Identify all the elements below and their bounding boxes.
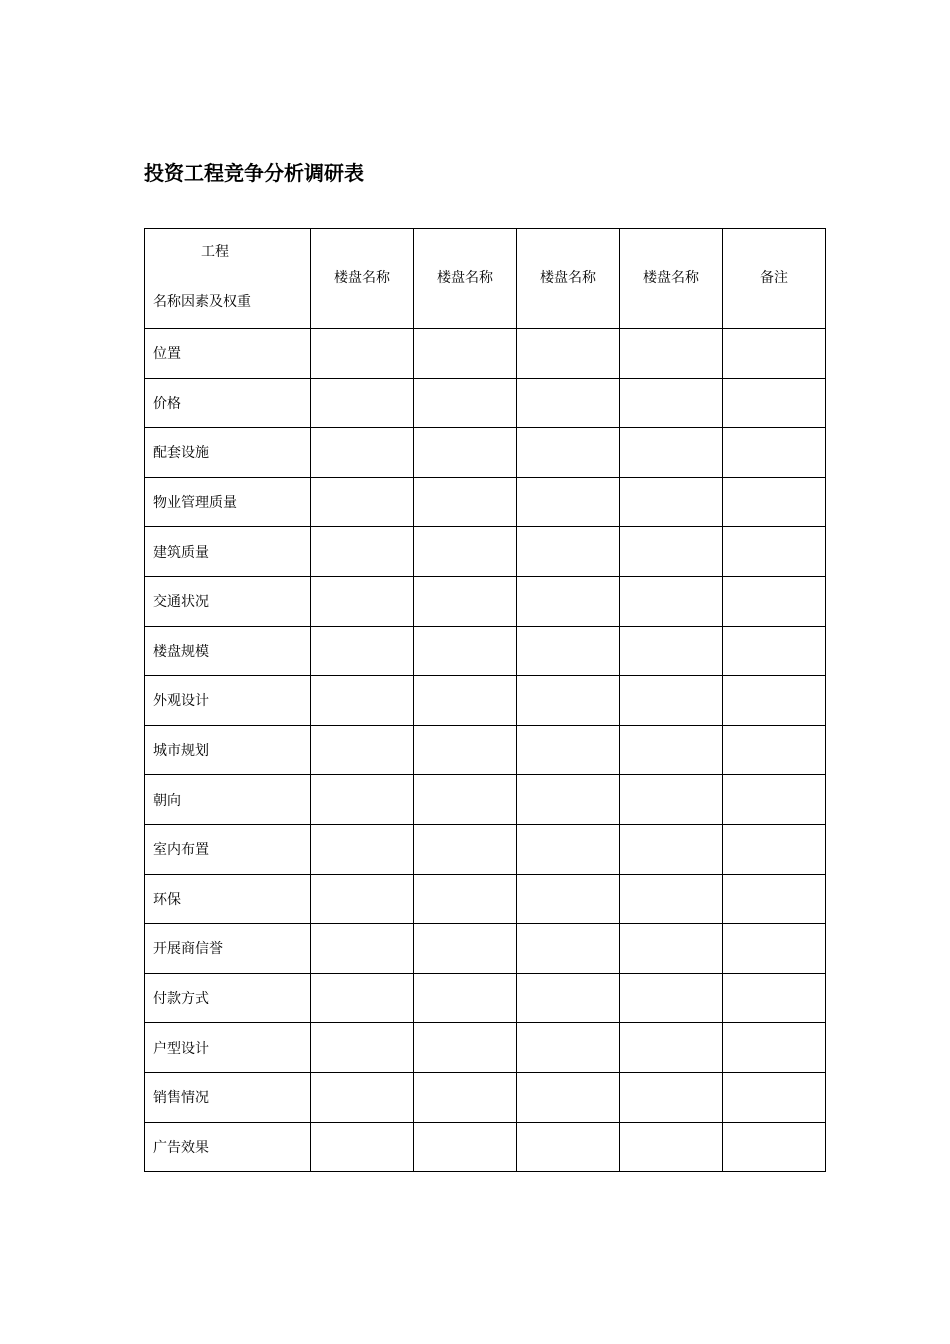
empty-entry-cell bbox=[414, 1023, 517, 1073]
empty-entry-cell bbox=[414, 676, 517, 726]
empty-entry-cell bbox=[620, 329, 723, 379]
empty-entry-cell bbox=[517, 924, 620, 974]
empty-entry-cell bbox=[517, 1122, 620, 1172]
empty-entry-cell bbox=[414, 725, 517, 775]
table-row bbox=[145, 576, 826, 626]
empty-entry-cell bbox=[723, 874, 826, 924]
empty-entry-cell bbox=[311, 874, 414, 924]
empty-entry-cell bbox=[620, 824, 723, 874]
document-title: 投资工程竞争分析调研表 bbox=[144, 161, 364, 185]
empty-entry-cell bbox=[414, 428, 517, 478]
empty-entry-cell bbox=[414, 924, 517, 974]
empty-entry-cell bbox=[311, 676, 414, 726]
empty-entry-cell bbox=[517, 874, 620, 924]
empty-entry-cell bbox=[620, 626, 723, 676]
empty-entry-cell bbox=[311, 973, 414, 1023]
empty-entry-cell bbox=[723, 973, 826, 1023]
table-row bbox=[145, 924, 826, 974]
factor-label: 配套设施 bbox=[145, 428, 311, 478]
factor-label: 室内布置 bbox=[145, 824, 311, 874]
empty-entry-cell bbox=[723, 1072, 826, 1122]
table-row bbox=[145, 824, 826, 874]
empty-entry-cell bbox=[620, 527, 723, 577]
empty-entry-cell bbox=[517, 527, 620, 577]
column-header-property-1: 楼盘名称 bbox=[311, 229, 414, 329]
empty-entry-cell bbox=[620, 1072, 723, 1122]
column-header-remarks: 备注 bbox=[723, 229, 826, 329]
empty-entry-cell bbox=[517, 1072, 620, 1122]
empty-entry-cell bbox=[414, 527, 517, 577]
empty-entry-cell bbox=[723, 527, 826, 577]
empty-entry-cell bbox=[517, 477, 620, 527]
empty-entry-cell bbox=[414, 775, 517, 825]
empty-entry-cell bbox=[517, 329, 620, 379]
empty-entry-cell bbox=[620, 378, 723, 428]
empty-entry-cell bbox=[311, 1072, 414, 1122]
table-row bbox=[145, 676, 826, 726]
column-header-property-2: 楼盘名称 bbox=[414, 229, 517, 329]
table-row bbox=[145, 329, 826, 379]
empty-entry-cell bbox=[311, 824, 414, 874]
empty-entry-cell bbox=[414, 576, 517, 626]
empty-entry-cell bbox=[517, 428, 620, 478]
table-row bbox=[145, 626, 826, 676]
table-row bbox=[145, 1122, 826, 1172]
factor-label: 付款方式 bbox=[145, 973, 311, 1023]
column-header-property-3: 楼盘名称 bbox=[517, 229, 620, 329]
table-header-row bbox=[145, 229, 826, 329]
table-row bbox=[145, 874, 826, 924]
empty-entry-cell bbox=[723, 924, 826, 974]
factor-label: 城市规划 bbox=[145, 725, 311, 775]
empty-entry-cell bbox=[517, 576, 620, 626]
empty-entry-cell bbox=[723, 329, 826, 379]
factor-label: 朝向 bbox=[145, 775, 311, 825]
empty-entry-cell bbox=[414, 973, 517, 1023]
empty-entry-cell bbox=[414, 1072, 517, 1122]
empty-entry-cell bbox=[723, 1023, 826, 1073]
corner-label-factors: 名称因素及权重 bbox=[153, 294, 251, 310]
factor-label: 开展商信誉 bbox=[145, 924, 311, 974]
empty-entry-cell bbox=[723, 378, 826, 428]
empty-entry-cell bbox=[723, 477, 826, 527]
table-row bbox=[145, 428, 826, 478]
table-row bbox=[145, 477, 826, 527]
table-row bbox=[145, 1023, 826, 1073]
empty-entry-cell bbox=[311, 775, 414, 825]
empty-entry-cell bbox=[311, 576, 414, 626]
factor-label: 广告效果 bbox=[145, 1122, 311, 1172]
factor-label: 位置 bbox=[145, 329, 311, 379]
empty-entry-cell bbox=[723, 676, 826, 726]
empty-entry-cell bbox=[517, 1023, 620, 1073]
factor-label: 价格 bbox=[145, 378, 311, 428]
table-row bbox=[145, 775, 826, 825]
empty-entry-cell bbox=[723, 576, 826, 626]
column-header-property-4: 楼盘名称 bbox=[620, 229, 723, 329]
empty-entry-cell bbox=[620, 428, 723, 478]
empty-entry-cell bbox=[517, 824, 620, 874]
empty-entry-cell bbox=[311, 428, 414, 478]
empty-entry-cell bbox=[311, 1023, 414, 1073]
empty-entry-cell bbox=[620, 1023, 723, 1073]
empty-entry-cell bbox=[517, 725, 620, 775]
empty-entry-cell bbox=[311, 626, 414, 676]
empty-entry-cell bbox=[414, 824, 517, 874]
table-row bbox=[145, 973, 826, 1023]
empty-entry-cell bbox=[517, 973, 620, 1023]
empty-entry-cell bbox=[517, 626, 620, 676]
empty-entry-cell bbox=[620, 1122, 723, 1172]
table-row bbox=[145, 527, 826, 577]
empty-entry-cell bbox=[620, 676, 723, 726]
factor-label: 楼盘规模 bbox=[145, 626, 311, 676]
empty-entry-cell bbox=[311, 924, 414, 974]
table-row bbox=[145, 1072, 826, 1122]
factor-label: 外观设计 bbox=[145, 676, 311, 726]
empty-entry-cell bbox=[311, 1122, 414, 1172]
corner-header-cell bbox=[145, 229, 311, 329]
empty-entry-cell bbox=[620, 576, 723, 626]
empty-entry-cell bbox=[620, 775, 723, 825]
factor-label: 销售情况 bbox=[145, 1072, 311, 1122]
table-body bbox=[145, 329, 826, 1172]
empty-entry-cell bbox=[414, 1122, 517, 1172]
empty-entry-cell bbox=[723, 725, 826, 775]
empty-entry-cell bbox=[723, 824, 826, 874]
table-row bbox=[145, 378, 826, 428]
empty-entry-cell bbox=[723, 1122, 826, 1172]
empty-entry-cell bbox=[517, 676, 620, 726]
factor-label: 建筑质量 bbox=[145, 527, 311, 577]
empty-entry-cell bbox=[723, 626, 826, 676]
competition-analysis-table bbox=[144, 228, 826, 1172]
empty-entry-cell bbox=[517, 378, 620, 428]
empty-entry-cell bbox=[311, 527, 414, 577]
factor-label: 环保 bbox=[145, 874, 311, 924]
empty-entry-cell bbox=[620, 874, 723, 924]
empty-entry-cell bbox=[517, 775, 620, 825]
table-row bbox=[145, 725, 826, 775]
empty-entry-cell bbox=[311, 477, 414, 527]
empty-entry-cell bbox=[723, 775, 826, 825]
factor-label: 交通状况 bbox=[145, 576, 311, 626]
empty-entry-cell bbox=[414, 477, 517, 527]
empty-entry-cell bbox=[620, 477, 723, 527]
empty-entry-cell bbox=[311, 378, 414, 428]
empty-entry-cell bbox=[723, 428, 826, 478]
empty-entry-cell bbox=[414, 329, 517, 379]
empty-entry-cell bbox=[311, 329, 414, 379]
factor-label: 物业管理质量 bbox=[145, 477, 311, 527]
corner-label-project: 工程 bbox=[201, 244, 229, 260]
empty-entry-cell bbox=[414, 874, 517, 924]
empty-entry-cell bbox=[620, 725, 723, 775]
empty-entry-cell bbox=[311, 725, 414, 775]
factor-label: 户型设计 bbox=[145, 1023, 311, 1073]
empty-entry-cell bbox=[414, 378, 517, 428]
empty-entry-cell bbox=[620, 924, 723, 974]
empty-entry-cell bbox=[414, 626, 517, 676]
empty-entry-cell bbox=[620, 973, 723, 1023]
